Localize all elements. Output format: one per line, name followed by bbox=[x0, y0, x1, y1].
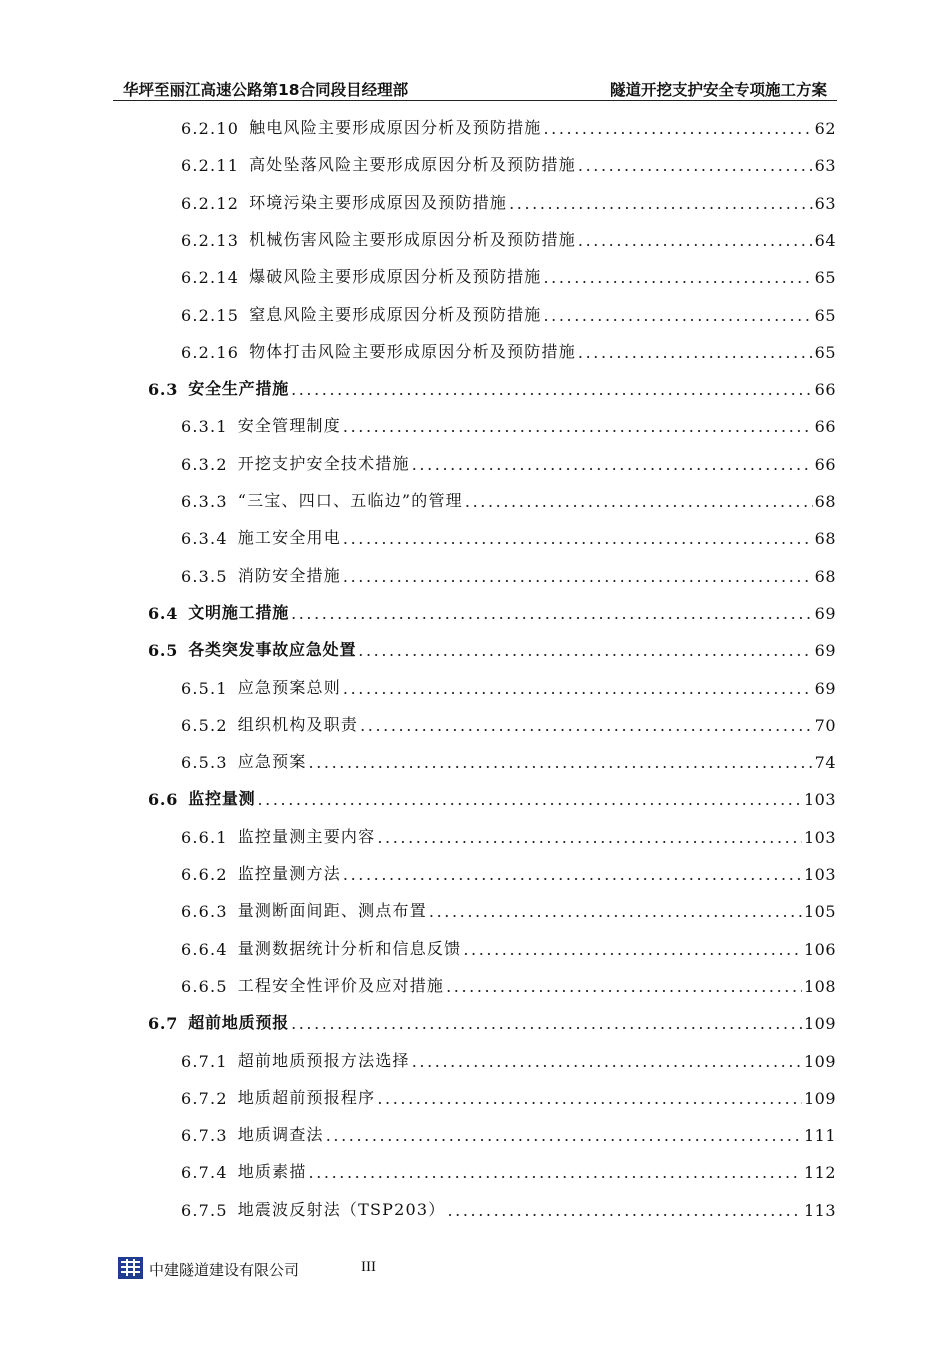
toc-leader-dots bbox=[429, 902, 802, 921]
toc-entry-title: 安全生产措施 bbox=[188, 379, 290, 399]
toc-leader-dots bbox=[578, 231, 813, 250]
toc-subsection-entry bbox=[181, 1078, 836, 1108]
toc-entry-number: 6.6 bbox=[148, 790, 179, 810]
toc-entry-title: 地质调查法 bbox=[237, 1125, 324, 1145]
toc-leader-dots bbox=[309, 1163, 802, 1182]
company-logo-icon bbox=[118, 1257, 143, 1279]
toc-entry-page: 65 bbox=[814, 268, 836, 288]
toc-section-entry bbox=[148, 1003, 836, 1033]
toc-entry-title: 超前地质预报 bbox=[188, 1013, 290, 1033]
toc-entry-number: 6.3.1 bbox=[181, 417, 228, 437]
toc-leader-dots bbox=[291, 380, 813, 399]
footer-page-number: III bbox=[361, 1259, 376, 1275]
toc-entry-title: 施工安全用电 bbox=[237, 528, 341, 548]
toc-entry-page: 108 bbox=[803, 976, 836, 996]
page-header bbox=[113, 78, 837, 101]
toc-entry-number: 6.2.11 bbox=[181, 156, 240, 176]
toc-entry-number: 6.3.4 bbox=[181, 529, 228, 549]
toc-entry-number: 6.2.10 bbox=[181, 119, 240, 138]
toc-entry-title: 物体打击风险主要形成原因分析及预防措施 bbox=[249, 341, 576, 361]
toc-leader-dots bbox=[343, 417, 813, 436]
toc-leader-dots bbox=[447, 1201, 801, 1220]
toc-entry-number: 6.3 bbox=[148, 380, 179, 400]
toc-leader-dots bbox=[377, 828, 802, 847]
toc-leader-dots bbox=[412, 455, 813, 474]
toc-entry-page: 66 bbox=[814, 380, 836, 400]
toc-subsection-entry bbox=[181, 966, 836, 996]
toc-subsection-entry bbox=[181, 891, 836, 921]
toc-subsection-entry bbox=[181, 108, 836, 138]
toc-entry-page: 69 bbox=[814, 641, 836, 661]
toc-entry-page: 65 bbox=[814, 342, 836, 362]
toc-subsection-entry bbox=[181, 295, 836, 325]
toc-subsection-entry bbox=[181, 481, 836, 511]
toc-subsection-entry bbox=[181, 145, 836, 175]
toc-entry-page: 113 bbox=[803, 1200, 836, 1220]
toc-entry-number: 6.4 bbox=[148, 603, 179, 623]
toc-section-entry bbox=[148, 369, 836, 399]
toc-leader-dots bbox=[412, 1052, 802, 1071]
toc-section-entry bbox=[148, 630, 836, 660]
toc-subsection-entry bbox=[181, 929, 836, 959]
toc-entry-page: 65 bbox=[814, 305, 836, 325]
page-footer bbox=[118, 1256, 518, 1282]
toc-leader-dots bbox=[360, 716, 813, 735]
toc-leader-dots bbox=[343, 567, 813, 586]
toc-entry-number: 6.7.3 bbox=[181, 1126, 228, 1146]
toc-subsection-entry bbox=[181, 220, 836, 250]
toc-leader-dots bbox=[446, 977, 802, 996]
toc-entry-page: 69 bbox=[814, 678, 836, 698]
toc-leader-dots bbox=[291, 604, 813, 623]
toc-entry-title: 地质超前预报程序 bbox=[237, 1087, 376, 1107]
toc-entry-page: 66 bbox=[814, 454, 836, 474]
toc-subsection-entry bbox=[181, 705, 836, 735]
toc-entry-number: 6.2.15 bbox=[181, 305, 240, 325]
toc-entry-title: 窒息风险主要形成原因分析及预防措施 bbox=[249, 304, 542, 324]
toc-leader-dots bbox=[326, 1126, 802, 1145]
toc-subsection-entry bbox=[181, 1041, 836, 1071]
toc-entry-title: 应急预案 bbox=[237, 752, 307, 772]
toc-entry-number: 6.2.12 bbox=[181, 193, 240, 213]
toc-leader-dots bbox=[544, 268, 813, 287]
toc-entry-title: 应急预案总则 bbox=[237, 677, 341, 697]
toc-entry-title: 爆破风险主要形成原因分析及预防措施 bbox=[249, 267, 542, 287]
toc-entry-title: 触电风险主要形成原因分析及预防措施 bbox=[249, 118, 542, 137]
toc-entry-number: 6.3.5 bbox=[181, 566, 228, 586]
toc-entry-title: 各类突发事故应急处置 bbox=[188, 640, 357, 660]
toc-subsection-entry bbox=[181, 742, 836, 772]
toc-leader-dots bbox=[544, 306, 813, 325]
toc-leader-dots bbox=[544, 119, 813, 138]
toc-entry-number: 6.7.4 bbox=[181, 1163, 228, 1183]
toc-subsection-entry bbox=[181, 854, 836, 884]
toc-entry-title: 安全管理制度 bbox=[237, 416, 341, 436]
toc-leader-dots bbox=[309, 753, 813, 772]
toc-entry-number: 6.5.3 bbox=[181, 753, 228, 773]
toc-entry-page: 103 bbox=[803, 790, 836, 810]
toc-entry-title: 机械伤害风险主要形成原因分析及预防措施 bbox=[249, 229, 576, 249]
toc-leader-dots bbox=[377, 1089, 802, 1108]
toc-leader-dots bbox=[463, 940, 802, 959]
toc-subsection-entry bbox=[181, 444, 836, 474]
toc-entry-page: 63 bbox=[814, 193, 836, 213]
toc-entry-title: 监控量测主要内容 bbox=[237, 826, 376, 846]
toc-entry-title: 消防安全措施 bbox=[237, 565, 341, 585]
toc-entry-title: 量测数据统计分析和信息反馈 bbox=[237, 938, 462, 958]
toc-entry-number: 6.6.5 bbox=[181, 976, 228, 996]
toc-entry-number: 6.2.14 bbox=[181, 268, 240, 288]
toc-entry-title: 文明施工措施 bbox=[188, 602, 290, 622]
toc-subsection-entry bbox=[181, 556, 836, 586]
toc-entry-title: 工程安全性评价及应对措施 bbox=[237, 975, 445, 995]
toc-entry-number: 6.7.5 bbox=[181, 1200, 228, 1220]
toc-entry-page: 105 bbox=[803, 902, 836, 922]
toc-entry-title: 地质素描 bbox=[237, 1162, 307, 1182]
toc-subsection-entry bbox=[181, 817, 836, 847]
toc-entry-title: 超前地质预报方法选择 bbox=[237, 1050, 410, 1070]
toc-entry-page: 109 bbox=[803, 1088, 836, 1108]
toc-leader-dots bbox=[509, 194, 813, 213]
toc-leader-dots bbox=[343, 529, 813, 548]
toc-entry-title: 地震波反射法（TSP203） bbox=[237, 1199, 446, 1219]
toc-entry-page: 74 bbox=[814, 753, 836, 773]
toc-entry-number: 6.6.3 bbox=[181, 902, 228, 922]
toc-subsection-entry bbox=[181, 518, 836, 548]
toc-entry-page: 112 bbox=[803, 1163, 836, 1183]
toc-entry-number: 6.7.2 bbox=[181, 1088, 228, 1108]
header-project-name: 华坪至丽江高速公路第18合同段目经理部 bbox=[123, 81, 409, 99]
toc-entry-page: 106 bbox=[803, 939, 836, 959]
toc-section-entry bbox=[148, 593, 836, 623]
toc-entry-title: 量测断面间距、测点布置 bbox=[237, 901, 427, 921]
toc-entry-page: 63 bbox=[814, 156, 836, 176]
toc-entry-page: 68 bbox=[814, 492, 836, 511]
toc-entry-number: 6.7.1 bbox=[181, 1051, 228, 1071]
toc-entry-page: 69 bbox=[814, 603, 836, 623]
toc-entry-title: 环境污染主要形成原因及预防措施 bbox=[249, 192, 508, 212]
toc-subsection-entry bbox=[181, 668, 836, 698]
toc-entry-number: 6.2.16 bbox=[181, 342, 240, 362]
toc-entry-title: 高处坠落风险主要形成原因分析及预防措施 bbox=[249, 155, 576, 175]
toc-entry-title: 开挖支护安全技术措施 bbox=[237, 453, 410, 473]
toc-entry-number: 6.3.2 bbox=[181, 454, 228, 474]
toc-subsection-entry bbox=[181, 183, 836, 213]
toc-entry-number: 6.6.2 bbox=[181, 865, 228, 884]
toc-entry-title: 组织机构及职责 bbox=[237, 714, 359, 734]
toc-subsection-entry bbox=[181, 1115, 836, 1145]
toc-entry-number: 6.2.13 bbox=[181, 230, 240, 250]
toc-entry-number: 6.5.1 bbox=[181, 678, 228, 698]
toc-entry-page: 109 bbox=[803, 1014, 836, 1034]
toc-entry-page: 111 bbox=[803, 1126, 836, 1146]
toc-entry-title: “三宝、四口、五临边”的管理 bbox=[237, 491, 463, 510]
toc-entry-number: 6.6.1 bbox=[181, 827, 228, 847]
toc-entry-number: 6.6.4 bbox=[181, 939, 228, 959]
toc-entry-number: 6.5.2 bbox=[181, 715, 228, 735]
toc-subsection-entry bbox=[181, 406, 836, 436]
footer-company-name: 中建隧道建设有限公司 bbox=[149, 1261, 300, 1279]
toc-leader-dots bbox=[257, 790, 802, 809]
toc-entry-page: 62 bbox=[814, 119, 836, 138]
toc-entry-page: 103 bbox=[803, 827, 836, 847]
toc-entry-page: 109 bbox=[803, 1051, 836, 1071]
toc-leader-dots bbox=[291, 1014, 802, 1033]
toc-entry-page: 70 bbox=[814, 715, 836, 735]
toc-leader-dots bbox=[343, 865, 802, 884]
toc-entry-title: 监控量测方法 bbox=[237, 864, 341, 883]
toc-leader-dots bbox=[358, 641, 812, 660]
toc-subsection-entry bbox=[181, 257, 836, 287]
header-document-title: 隧道开挖支护安全专项施工方案 bbox=[609, 81, 827, 99]
toc-subsection-entry bbox=[181, 1190, 836, 1220]
toc-leader-dots bbox=[578, 156, 813, 175]
toc-entry-page: 68 bbox=[814, 529, 836, 549]
toc-entry-page: 66 bbox=[814, 417, 836, 437]
toc-entry-number: 6.5 bbox=[148, 641, 179, 661]
toc-entry-page: 64 bbox=[814, 230, 836, 250]
toc-entry-title: 监控量测 bbox=[188, 789, 256, 809]
toc-section-entry bbox=[148, 779, 836, 809]
toc-subsection-entry bbox=[181, 1152, 836, 1182]
toc-leader-dots bbox=[343, 679, 813, 698]
toc-subsection-entry bbox=[181, 332, 836, 362]
toc-entry-number: 6.7 bbox=[148, 1014, 179, 1034]
toc-entry-number: 6.3.3 bbox=[181, 492, 228, 511]
toc-entry-page: 103 bbox=[803, 865, 836, 884]
toc-entry-page: 68 bbox=[814, 566, 836, 586]
toc-leader-dots bbox=[578, 343, 813, 362]
toc-leader-dots bbox=[465, 492, 813, 511]
